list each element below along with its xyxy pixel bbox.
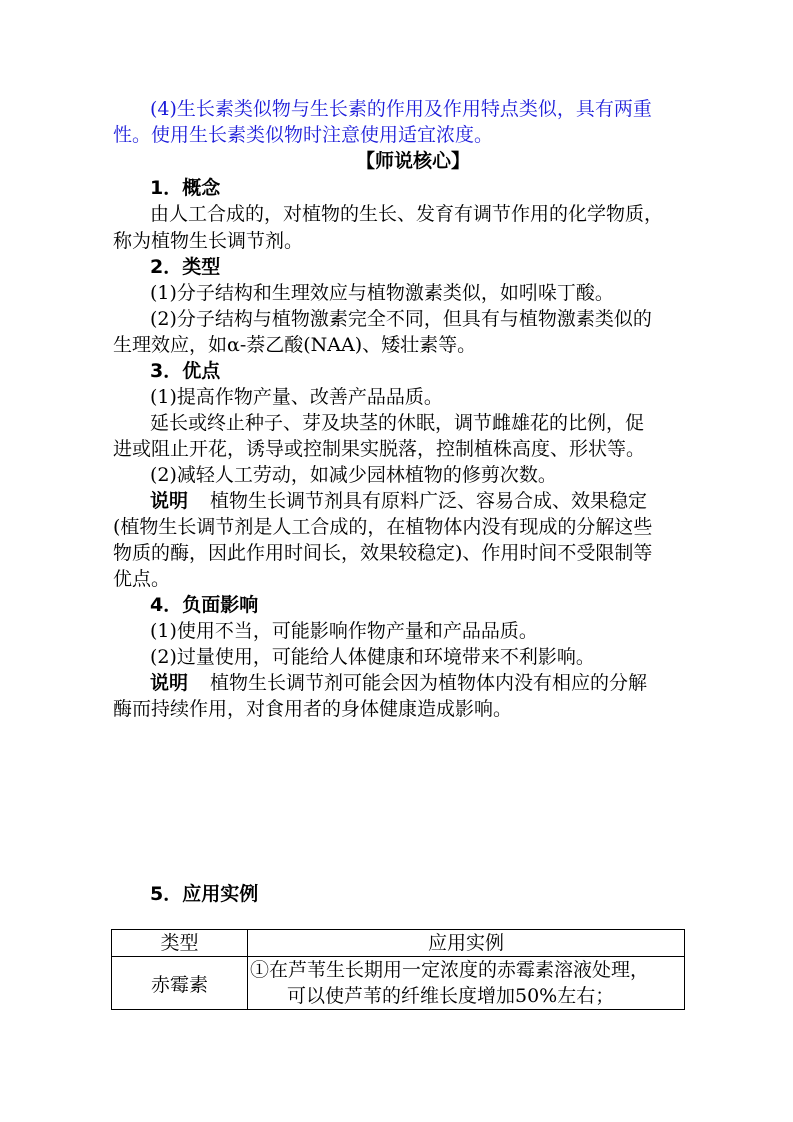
s3-note-line-3: 物质的酶，因此作用时间长，效果较稳定)、作用时间不受限制等 (113, 542, 653, 564)
s4-note-line-2: 酶而持续作用，对食用者的身体健康造成影响。 (113, 698, 513, 720)
header-type: 类型 (112, 930, 248, 957)
s3-item-2: (2)减轻人工劳动，如减少园林植物的修剪次数。 (150, 464, 557, 486)
note-label: 说明 (150, 490, 189, 512)
row-example-line-2: 可以使芦苇的纤维长度增加50%左右； (287, 985, 615, 1007)
table-header-row (112, 930, 685, 957)
s3-paragraph-line-1: 延长或终止种子、芽及块茎的休眠，调节雌雄花的比例，促 (150, 412, 645, 434)
s3-note-line-2: (植物生长调节剂是人工合成的，在植物体内没有现成的分解这些 (113, 516, 653, 538)
row-example-line-1: ①在芦苇生长期用一定浓度的赤霉素溶液处理， (250, 959, 650, 981)
s3-paragraph-line-2: 进或阻止开花，诱导或控制果实脱落，控制植株高度、形状等。 (113, 438, 646, 460)
row-type-cell: 赤霉素 (112, 957, 248, 1010)
section-1-title: 1．概念 (150, 177, 221, 199)
s3-note-line-1 (150, 488, 647, 514)
s3-note-line-4: 优点。 (113, 568, 171, 590)
note-label: 说明 (150, 672, 189, 694)
s4-item-1: (1)使用不当，可能影响作物产量和产品品质。 (150, 620, 538, 642)
section-2-title: 2．类型 (150, 256, 221, 278)
row-example-cell (248, 957, 685, 1010)
application-examples-table (111, 929, 685, 1010)
s3-item-1: (1)提高作物产量、改善产品品质。 (150, 386, 443, 408)
section-4-title: 4．负面影响 (150, 594, 259, 616)
s1-paragraph-line-1: 由人工合成的，对植物的生长、发育有调节作用的化学物质， (150, 203, 664, 225)
s2-item-2-line-2: 生理效应，如α-萘乙酸(NAA)、矮壮素等。 (113, 334, 477, 356)
s3-note-text: 植物生长调节剂具有原料广泛、容易合成、效果稳定 (210, 490, 648, 512)
core-heading: 【师说核心】 (356, 150, 471, 172)
s2-item-1: (1)分子结构和生理效应与植物激素类似，如吲哚丁酸。 (150, 282, 614, 304)
s2-item-2-line-1: (2)分子结构与植物激素完全不同，但具有与植物激素类似的 (150, 308, 652, 330)
header-examples: 应用实例 (248, 930, 685, 957)
section-3-title: 3．优点 (150, 360, 221, 382)
table-row (112, 957, 685, 1010)
s4-item-2: (2)过量使用，可能给人体健康和环境带来不利影响。 (150, 646, 595, 668)
section-5-title: 5．应用实例 (150, 883, 259, 905)
s4-note-line-1 (150, 670, 647, 696)
intro-line-2: 性。使用生长素类似物时注意使用适宜浓度。 (113, 124, 494, 146)
s1-paragraph-line-2: 称为植物生长调节剂。 (113, 230, 304, 252)
intro-line-1: (4)生长素类似物与生长素的作用及作用特点类似，具有两重 (150, 98, 652, 120)
s4-note-text: 植物生长调节剂可能会因为植物体内没有相应的分解 (210, 672, 648, 694)
